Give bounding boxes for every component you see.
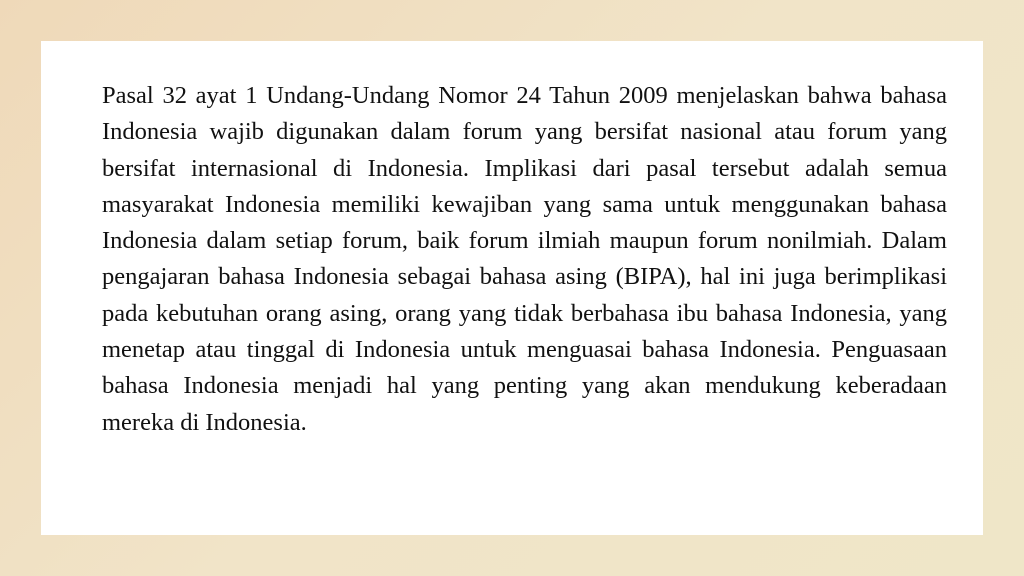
body-paragraph: Pasal 32 ayat 1 Undang-Undang Nomor 24 Tahun 2009 menjelaskan bahwa bahasa Indonesia wajib digunakan dalam forum yang bersifat nasional atau forum yang bersifat internasional di Indonesia. Implikasi dari pasal tersebut adalah semua masyarakat Indonesia memiliki kewajiban yang sama untuk menggunakan bahasa Indonesia dalam setiap forum, baik forum ilmiah maupun forum nonilmiah. Dalam pengajaran bahasa Indonesia sebagai bahasa asing (BIPA), hal ini juga berimplikasi pada kebutuhan orang asing, orang yang tidak berbahasa ibu bahasa Indonesia, yang menetap atau tinggal di Indonesia untuk menguasai bahasa Indonesia. Penguasaan bahasa Indonesia menjadi hal yang penting yang akan mendukung keberadaan mereka di Indonesia. [102,82,947,436]
text-card [41,41,983,535]
